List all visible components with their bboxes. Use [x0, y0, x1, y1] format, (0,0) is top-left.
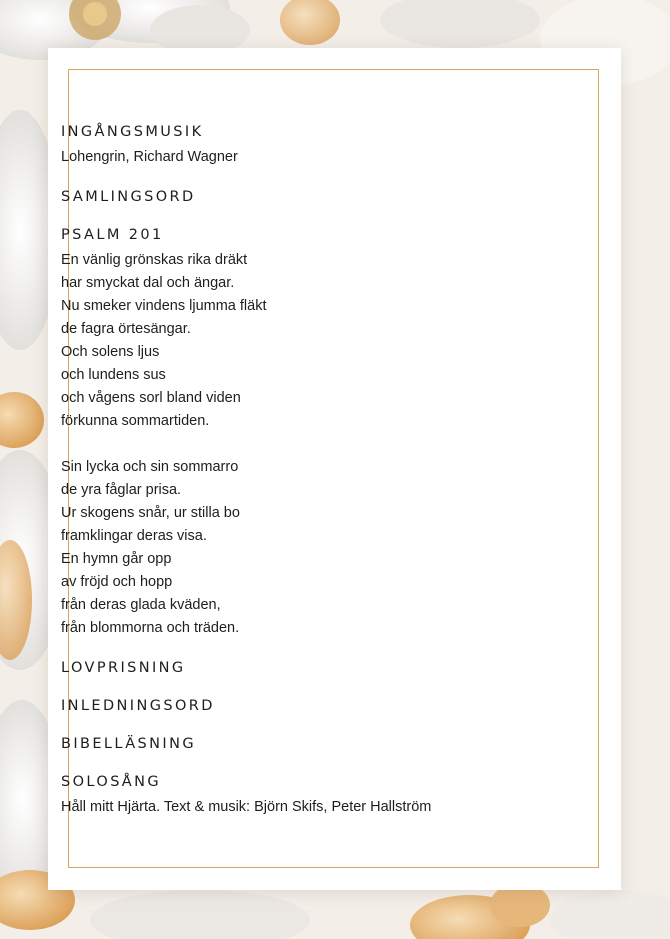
psalm-line: från deras glada kväden,	[61, 597, 221, 613]
psalm-line: Sin lycka och sin sommarro	[61, 459, 239, 475]
section-heading-samlingsord: SAMLINGSORD	[61, 189, 196, 205]
psalm-line: och lundens sus	[61, 367, 166, 383]
psalm-line: från blommorna och träden.	[61, 620, 240, 636]
psalm-line: och vågens sorl bland viden	[61, 390, 241, 406]
psalm-line: har smyckat dal och ängar.	[61, 275, 235, 291]
psalm-line: Ur skogens snår, ur stilla bo	[61, 505, 240, 521]
program-content	[61, 72, 521, 819]
section-heading-solosang: SOLOSÅNG	[61, 774, 161, 790]
psalm-line: de yra fåglar prisa.	[61, 482, 182, 498]
psalm-line: de fagra örtesängar.	[61, 321, 191, 337]
section-heading-psalm: PSALM 201	[61, 227, 164, 243]
psalm-stanza-2	[61, 456, 521, 640]
psalm-line: framklingar deras visa.	[61, 528, 207, 544]
psalm-line: av fröjd och hopp	[61, 574, 173, 590]
psalm-line: Och solens ljus	[61, 344, 160, 360]
psalm-line: En hymn går opp	[61, 551, 172, 567]
psalm-stanza-1	[61, 249, 521, 433]
section-heading-inledningsord: INLEDNINGSORD	[61, 698, 215, 714]
section-text-ingangsmusik: Lohengrin, Richard Wagner	[61, 149, 238, 165]
section-text-solosang: Håll mitt Hjärta. Text & musik: Björn Skifs, Peter Hallström	[61, 799, 432, 815]
section-heading-ingangsmusik: INGÅNGSMUSIK	[61, 124, 204, 140]
psalm-line: förkunna sommartiden.	[61, 413, 210, 429]
psalm-line: Nu smeker vindens ljumma fläkt	[61, 298, 267, 314]
psalm-line: En vänlig grönskas rika dräkt	[61, 252, 248, 268]
section-heading-bibellasning: BIBELLÄSNING	[61, 736, 196, 752]
section-heading-lovprisning: LOVPRISNING	[61, 660, 186, 676]
